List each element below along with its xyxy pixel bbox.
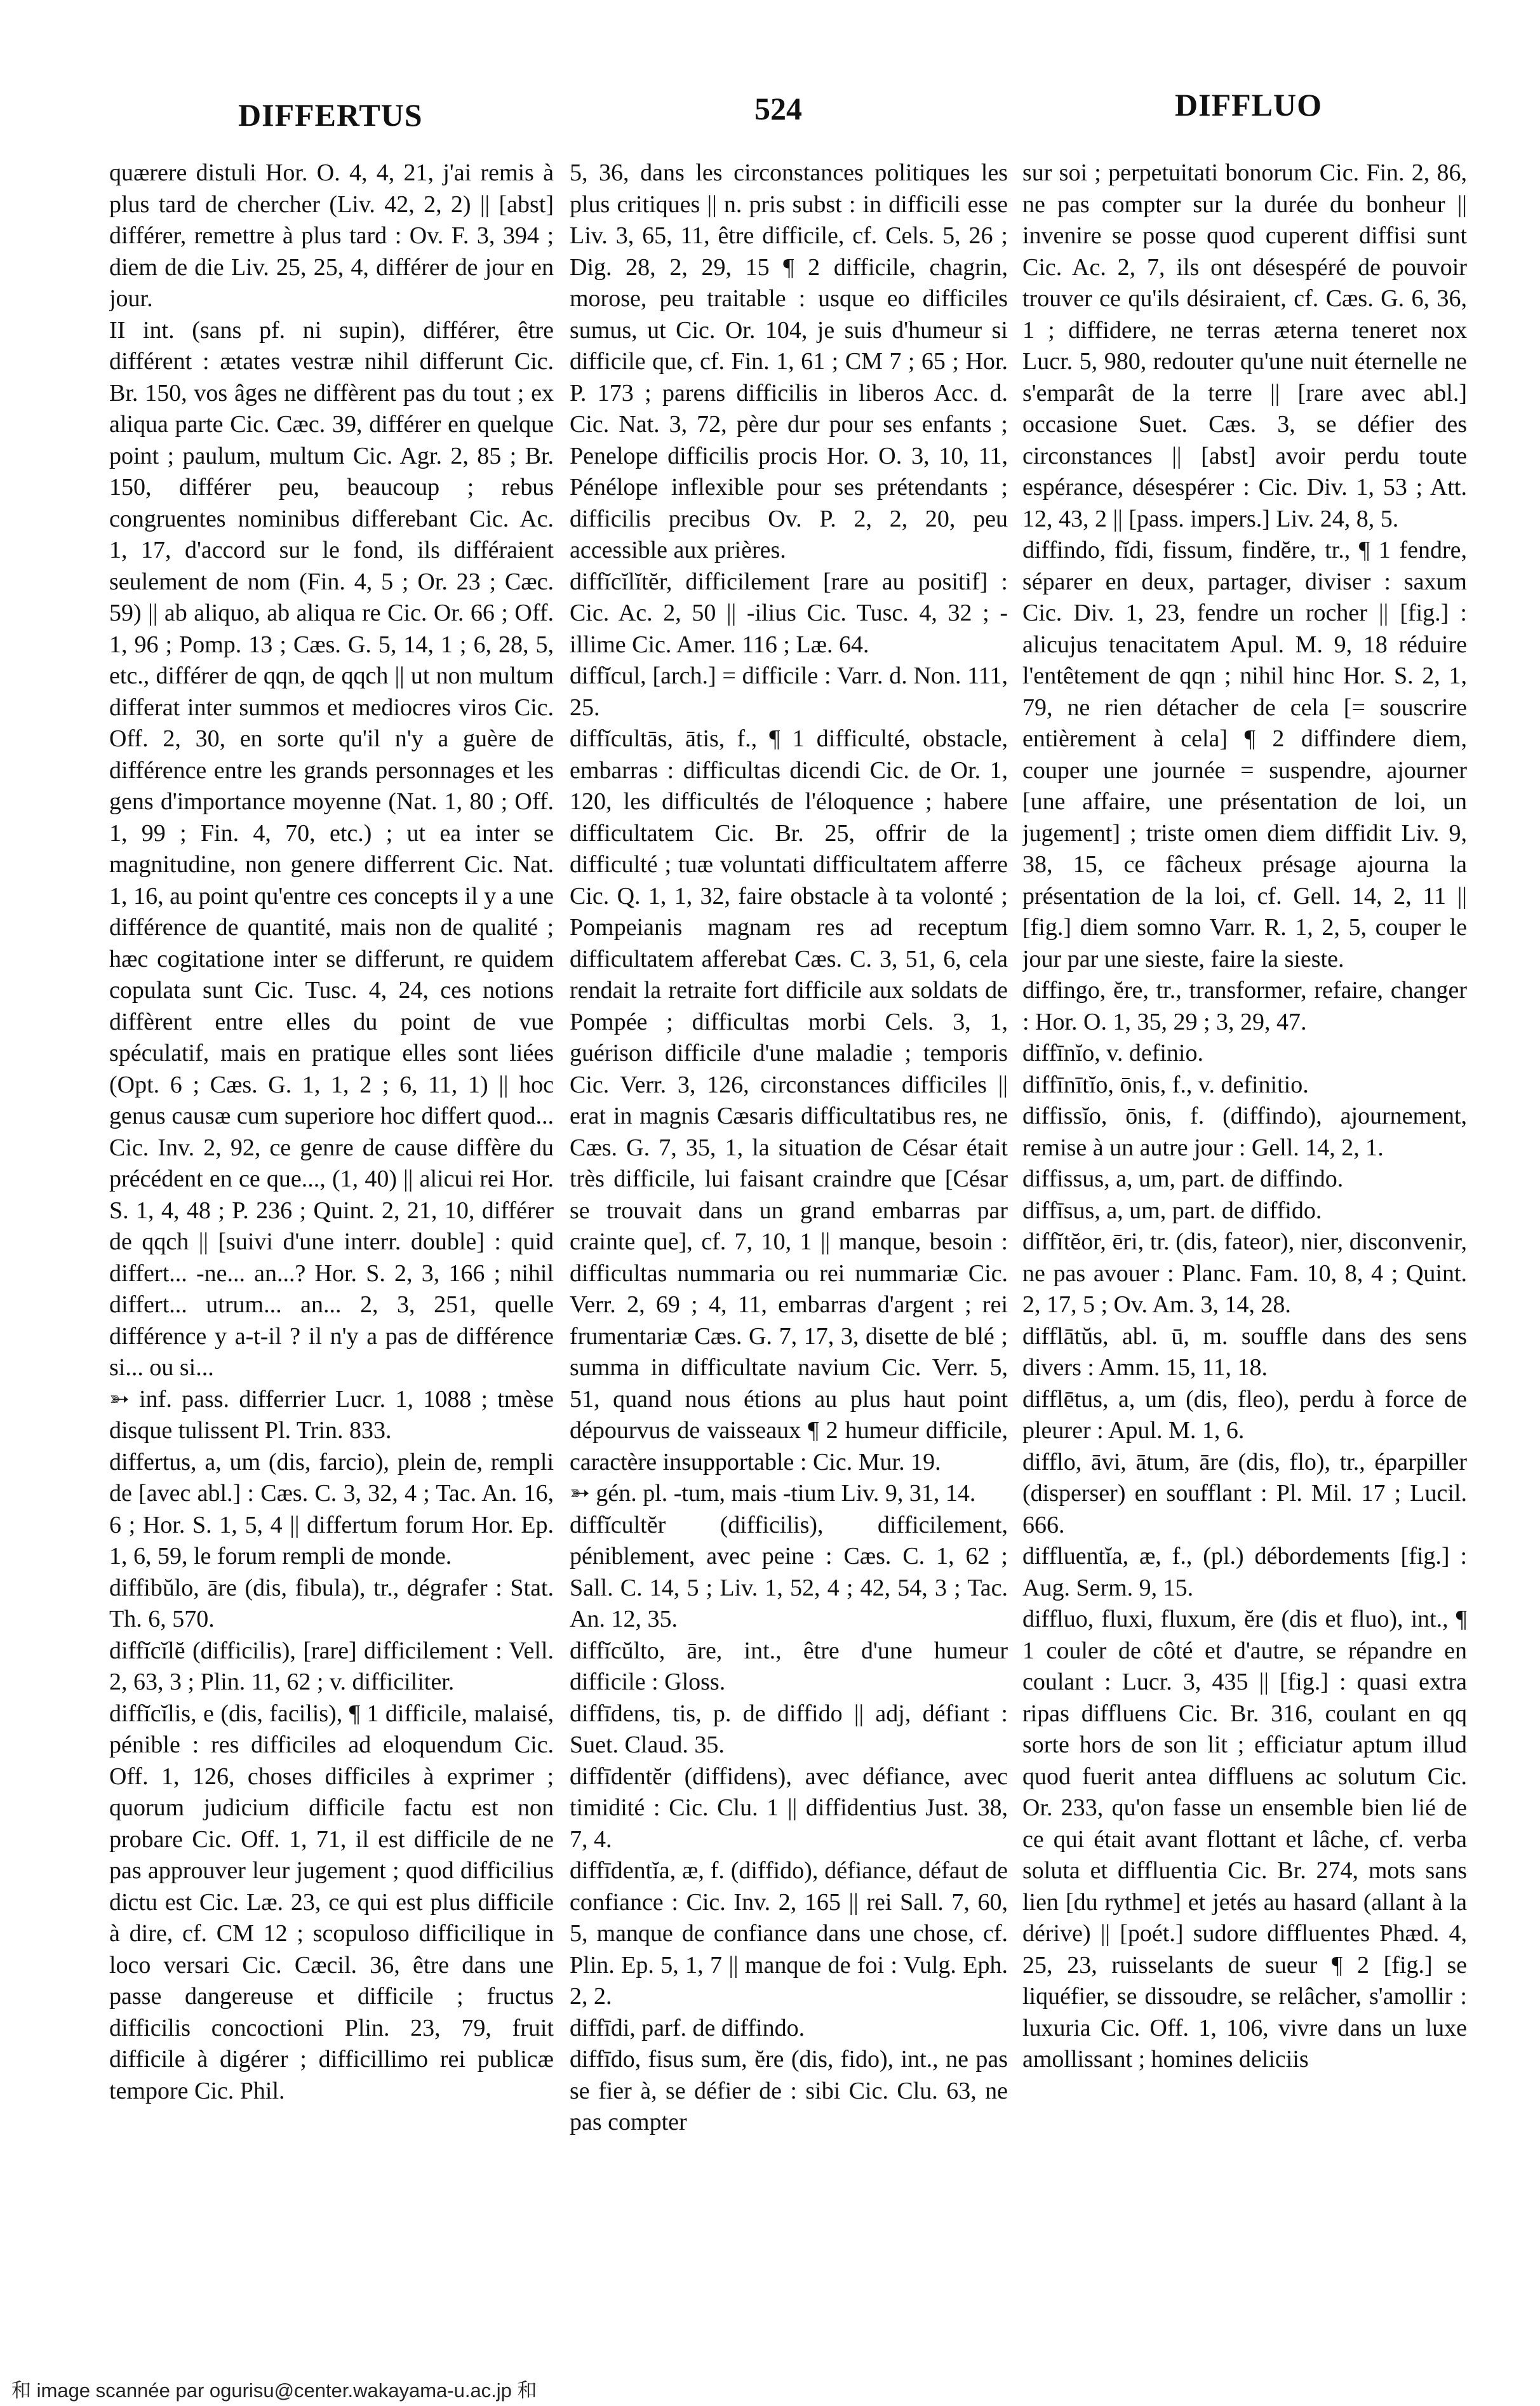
column-left: [109, 158, 554, 2317]
entry-paragraph: difflo, āvi, ātum, āre (dis, flo), tr., éparpiller (disperser) en soufflant : Pl. Mil. 17 ; Lucil. 666.: [1022, 1448, 1467, 1538]
entry-paragraph: diffĭcĭlĕ (difficilis), [rare] difficilement : Vell. 2, 63, 3 ; Plin. 11, 62 ; v. difficiliter.: [109, 1637, 554, 1695]
entry-paragraph: diffibŭlo, āre (dis, fibula), tr., dégrafer : Stat. Th. 6, 570.: [109, 1574, 554, 1632]
column-middle: [570, 158, 1008, 2317]
page-header: [0, 81, 1540, 132]
entry-paragraph: diffĭtĕor, ēri, tr. (dis, fateor), nier, disconvenir, ne pas avouer : Planc. Fam. 10, 8, 4 ; Quint. 2, 17, 5 ; Ov. Am. 3, 14, 28.: [1022, 1228, 1467, 1318]
entry-paragraph: differtus, a, um (dis, farcio), plein de, rempli de [avec abl.] : Cæs. C. 3, 32, 4 ; Tac. An. 16, 6 ; Hor. S. 1, 5, 4 || differtum forum Hor. Ep. 1, 6, 59, le forum rempli de monde.: [109, 1448, 554, 1569]
right-running-headword: DIFFLUO: [1175, 87, 1322, 123]
entry-paragraph: diffĭcĭlis, e (dis, facilis), ¶ 1 difficile, malaisé, pénible : res difficiles ad eloquendum Cic. Off. 1, 126, choses difficiles à exprimer ; quorum judicium difficile factu est non probare Cic. Off. 1, 71, il est difficile de ne pas approuver leur jugement ; quod difficilius dictu est Cic. Læ. 23, ce qui est plus difficile à dire, cf. CM 12 ; scopuloso difficilique in loco versari Cic. Cæcil. 36, être dans une passe dangereuse et difficile ; fructus difficilis concoctioni Plin. 23, 79, fruit difficile à digérer ; difficillimo rei publicæ tempore Cic. Phil.: [109, 1700, 554, 2104]
entry-paragraph: difflātŭs, abl. ū, m. souffle dans des sens divers : Amm. 15, 11, 18.: [1022, 1322, 1467, 1381]
entry-paragraph: diffĭcultās, ātis, f., ¶ 1 difficulté, obstacle, embarras : difficultas dicendi Cic. de Or. 1, 120, les difficultés de l'éloquence ; habere difficultatem Cic. Br. 25, offrir de la difficulté ; tuæ voluntati difficultatem afferre Cic. Q. 1, 1, 32, faire obstacle à ta volonté ; Pompeianis magnam res ad receptum difficultatem afferebat Cæs. C. 3, 51, 6, cela rendait la retraite fort difficile aux soldats de Pompée ; difficultas morbi Cels. 3, 1, guérison difficile d'une maladie ; temporis Cic. Verr. 3, 126, circonstances difficiles || erat in magnis Cæsaris difficultatibus res, ne Cæs. G. 7, 35, 1, la situation de César était très difficile, lui faisant craindre que [César se trouvait dans un grand embarras par crainte que], cf. 7, 10, 1 || manque, besoin : difficultas nummaria ou rei nummariæ Cic. Verr. 2, 69 ; 4, 11, embarras d'argent ; rei frumentariæ Cæs. G. 7, 17, 3, disette de blé ; summa in difficultate navium Cic. Verr. 5, 51, quand nous étions au plus haut point dépourvus de vaisseaux ¶ 2 humeur difficile, caractère insupportable : Cic. Mur. 19.: [570, 725, 1008, 1475]
entry-paragraph: diffīnĭo, v. definio.: [1022, 1040, 1203, 1066]
entry-paragraph: diffĭcĭlĭtĕr, difficilement [rare au positif] : Cic. Ac. 2, 50 || -ilius Cic. Tusc. 4, 32 ; -illime Cic. Amer. 116 ; Læ. 64.: [570, 568, 1008, 658]
entry-paragraph: diffĭcultĕr (difficilis), difficilement, péniblement, avec peine : Cæs. C. 1, 62 ; Sall. C. 14, 5 ; Liv. 1, 52, 4 ; 42, 54, 3 ; Tac. An. 12, 35.: [570, 1511, 1008, 1632]
scan-credit-text: 和 image scannée par ogurisu@center.wakayama-u.ac.jp 和: [11, 2379, 537, 2402]
entry-paragraph: ➳ gén. pl. -tum, mais -tium Liv. 9, 31, 14.: [570, 1480, 976, 1507]
column-right: [1022, 158, 1467, 2317]
entry-paragraph: diffissĭo, ōnis, f. (diffindo), ajournement, remise à un autre jour : Gell. 14, 2, 1.: [1022, 1103, 1467, 1161]
entry-paragraph: diffīsus, a, um, part. de diffido.: [1022, 1197, 1322, 1224]
page-number: 524: [754, 91, 802, 126]
entry-paragraph: 5, 36, dans les circonstances politiques les plus critiques || n. pris subst : in difficili esse Liv. 3, 65, 11, être difficile, cf. Cels. 5, 26 ; Dig. 28, 2, 29, 15 ¶ 2 difficile, chagrin, morose, peu traitable : usque eo difficiles sumus, ut Cic. Or. 104, je suis d'humeur si difficile que, cf. Fin. 1, 61 ; CM 7 ; 65 ; Hor. P. 173 ; parens difficilis in liberos Acc. d. Cic. Nat. 3, 72, père dur pour ses enfants ; Penelope difficilis procis Hor. O. 3, 10, 11, Pénélope inflexible pour ses prétendants ; difficilis precibus Ov. P. 2, 2, 20, peu accessible aux prières.: [570, 159, 1008, 563]
entry-paragraph: diffĭcul, [arch.] = difficile : Varr. d. Non. 111, 25.: [570, 662, 1008, 721]
entry-paragraph: diffīnītĭo, ōnis, f., v. definitio.: [1022, 1071, 1309, 1098]
entry-paragraph: II int. (sans pf. ni supin), différer, être différent : ætates vestræ nihil differunt Cic. Br. 150, vos âges ne diffèrent pas du tout ; ex aliqua parte Cic. Cæc. 39, différer en quelque point ; paulum, multum Cic. Agr. 2, 85 ; Br. 150, différer peu, beaucoup ; rebus congruentes nominibus differebant Cic. Ac. 1, 17, d'accord sur le fond, ils différaient seulement de nom (Fin. 4, 5 ; Or. 23 ; Cæc. 59) || ab aliquo, ab aliqua re Cic. Or. 66 ; Off. 1, 96 ; Pomp. 13 ; Cæs. G. 5, 14, 1 ; 6, 28, 5, etc., différer de qqn, de qqch || ut non multum differat inter summos et mediocres viros Cic. Off. 2, 30, en sorte qu'il n'y a guère de différence entre les grands personnages et les gens d'importance moyenne (Nat. 1, 80 ; Off. 1, 99 ; Fin. 4, 70, etc.) ; ut ea inter se magnitudine, non genere differrent Cic. Nat. 1, 16, au point qu'entre ces concepts il y a une différence de quantité, mais non de qualité ; hæc cogitatione inter se differunt, re quidem copulata sunt Cic. Tusc. 4, 24, ces notions diffèrent entre elles du point de vue spéculatif, mais en pratique elles sont liées (Opt. 6 ; Cæs. G. 1, 1, 2 ; 6, 11, 1) || hoc genus causæ cum superiore hoc differt quod... Cic. Inv. 2, 92, ce genre de cause diffère du précédent en ce que..., (1, 40) || alicui rei Hor. S. 1, 4, 48 ; P. 236 ; Quint. 2, 21, 10, différer de qqch || [suivi d'une interr. double] : quid differt... -ne... an...? Hor. S. 2, 3, 166 ; nihil differt... utrum... an... 2, 3, 251, quelle différence y a-t-il ? il n'y a pas de différence si... ou si...: [109, 316, 554, 1381]
scan-credit-footer: [0, 2369, 1540, 2401]
entry-paragraph: diffīdo, fisus sum, ĕre (dis, fido), int., ne pas se fier à, se défier de : sibi Cic. Clu. 63, ne pas compter: [570, 2046, 1008, 2135]
entry-paragraph: diffluo, fluxi, fluxum, ĕre (dis et fluo), int., ¶ 1 couler de côté et d'autre, se répandre en coulant : Lucr. 3, 435 || [fig.] : quasi extra ripas diffluens Cic. Br. 316, coulant en qq sorte hors de son lit ; efficiatur aptum illud quod fuerit antea diffluens ac solutum Cic. Or. 233, qu'on fasse un ensemble bien lié de ce qui était avant flottant et lâche, cf. verba soluta et diffluentia Cic. Br. 274, mots sans lien [du rythme] et jetés au hasard (allant à la dérive) || [poét.] sudore diffluentes Phæd. 4, 25, 23, ruisselants de sueur ¶ 2 [fig.] se liquéfier, se dissoudre, se relâcher, s'amollir : luxuria Cic. Off. 1, 106, vivre dans un luxe amollissant ; homines deliciis: [1022, 1606, 1467, 2073]
left-running-headword: DIFFERTUS: [238, 97, 423, 133]
entry-paragraph: diffīdi, parf. de diffindo.: [570, 2014, 805, 2041]
entry-paragraph: diffīdens, tis, p. de diffido || adj, défiant : Suet. Claud. 35.: [570, 1700, 1008, 1758]
entry-paragraph: ➳ inf. pass. differrier Lucr. 1, 1088 ; tmèse disque tulissent Pl. Trin. 833.: [109, 1385, 554, 1444]
entry-paragraph: difflētus, a, um (dis, fleo), perdu à force de pleurer : Apul. M. 1, 6.: [1022, 1385, 1467, 1444]
entry-paragraph: diffīdentĕr (diffidens), avec défiance, avec timidité : Cic. Clu. 1 || diffidentius Just. 38, 7, 4.: [570, 1763, 1008, 1853]
entry-paragraph: sur soi ; perpetuitati bonorum Cic. Fin. 2, 86, ne pas compter sur la durée du bonheur || invenire se posse quod cuperent diffisi sunt Cic. Ac. 2, 7, ils ont désespéré de pouvoir trouver ce qu'ils désiraient, cf. Cæs. G. 6, 36, 1 ; diffidere, ne terras æterna teneret nox Lucr. 5, 980, redouter qu'une nuit éternelle ne s'emparât de la terre || [rare avec abl.] occasione Suet. Cæs. 3, se défier des circonstances || [abst] avoir perdu toute espérance, désespérer : Cic. Div. 1, 53 ; Att. 12, 43, 2 || [pass. impers.] Liv. 24, 8, 5.: [1022, 159, 1467, 532]
entry-paragraph: diffissus, a, um, part. de diffindo.: [1022, 1166, 1344, 1192]
entry-paragraph: diffĭcŭlto, āre, int., être d'une humeur difficile : Gloss.: [570, 1637, 1008, 1695]
entry-paragraph: diffluentĭa, æ, f., (pl.) débordements [fig.] : Aug. Serm. 9, 15.: [1022, 1543, 1467, 1601]
entry-paragraph: diffindo, fĭdi, fissum, findĕre, tr., ¶ 1 fendre, séparer en deux, partager, diviser : saxum Cic. Div. 1, 23, fendre un rocher || [fig.] : alicujus tenacitatem Apul. M. 9, 18 réduire l'entêtement de qqn ; nihil hinc Hor. S. 2, 1, 79, ne rien détacher de cela [= souscrire entièrement à cela] ¶ 2 diffindere diem, couper une journée = suspendre, ajourner [une affaire, une présentation de loi, un jugement] ; triste omen diem diffidit Liv. 9, 38, 15, ce fâcheux présage ajourna la présentation de la loi, cf. Gell. 14, 2, 11 || [fig.] diem somno Varr. R. 1, 2, 5, couper le jour par une sieste, faire la sieste.: [1022, 537, 1467, 972]
entry-paragraph: quærere distuli Hor. O. 4, 4, 21, j'ai remis à plus tard de chercher (Liv. 42, 2, 2) || [abst] différer, remettre à plus tard : Ov. F. 3, 394 ; diem de die Liv. 25, 25, 4, différer de jour en jour.: [109, 159, 554, 312]
entry-paragraph: diffingo, ĕre, tr., transformer, refaire, changer : Hor. O. 1, 35, 29 ; 3, 29, 47.: [1022, 977, 1467, 1035]
entry-paragraph: diffīdentĭa, æ, f. (diffido), défiance, défaut de confiance : Cic. Inv. 2, 165 || rei Sall. 7, 60, 5, manque de confiance dans une chose, cf. Plin. Ep. 5, 1, 7 || manque de foi : Vulg. Eph. 2, 2.: [570, 1857, 1008, 2010]
